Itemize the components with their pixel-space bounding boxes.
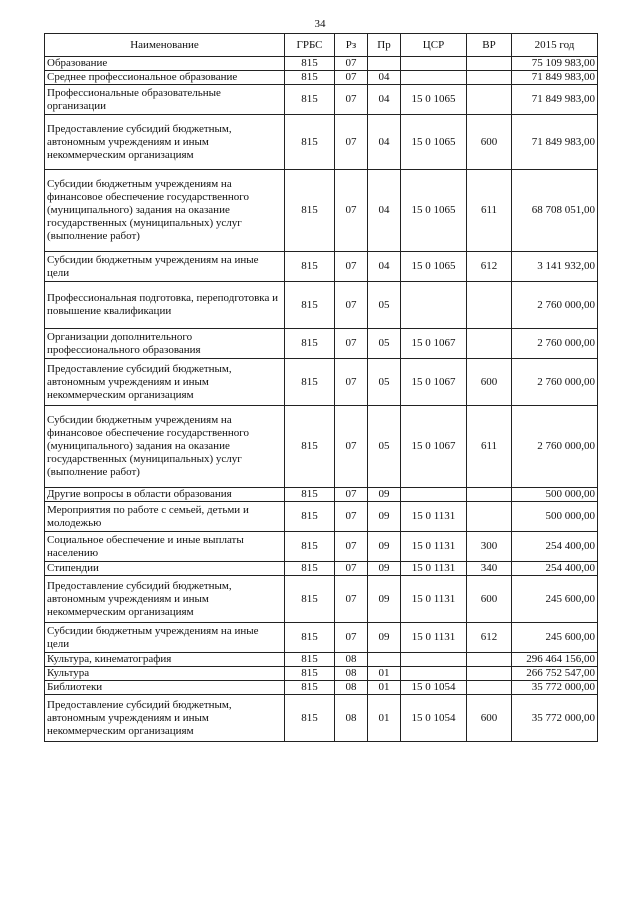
row-amount: 500 000,00 xyxy=(512,502,598,532)
row-pr: 05 xyxy=(368,406,401,488)
row-csr: 15 0 1067 xyxy=(401,329,467,359)
table-row xyxy=(45,623,598,653)
row-pr: 09 xyxy=(368,532,401,562)
row-name: Библиотеки xyxy=(45,681,285,695)
row-grbs: 815 xyxy=(285,359,335,406)
row-vr: 600 xyxy=(467,115,512,170)
row-vr: 340 xyxy=(467,562,512,576)
row-name: Культура xyxy=(45,667,285,681)
row-csr xyxy=(401,71,467,85)
row-vr xyxy=(467,57,512,71)
row-vr xyxy=(467,282,512,329)
column-header-csr: ЦСР xyxy=(401,34,467,57)
row-rz: 08 xyxy=(335,695,368,742)
row-amount: 245 600,00 xyxy=(512,576,598,623)
row-rz: 07 xyxy=(335,562,368,576)
row-vr: 300 xyxy=(467,532,512,562)
row-vr: 611 xyxy=(467,170,512,252)
row-pr: 04 xyxy=(368,85,401,115)
row-pr: 05 xyxy=(368,282,401,329)
table-row xyxy=(45,532,598,562)
row-rz: 08 xyxy=(335,667,368,681)
row-grbs: 815 xyxy=(285,406,335,488)
column-header-name: Наименование xyxy=(45,34,285,57)
row-name: Профессиональная подготовка, переподготовка и повышение квалификации xyxy=(45,282,285,329)
row-pr: 01 xyxy=(368,681,401,695)
row-rz: 07 xyxy=(335,115,368,170)
row-vr: 611 xyxy=(467,406,512,488)
row-csr xyxy=(401,57,467,71)
table-row xyxy=(45,488,598,502)
row-grbs: 815 xyxy=(285,667,335,681)
table-row xyxy=(45,406,598,488)
column-header-pr: Пр xyxy=(368,34,401,57)
row-pr: 04 xyxy=(368,71,401,85)
row-name: Мероприятия по работе с семьей, детьми и молодежью xyxy=(45,502,285,532)
row-pr: 09 xyxy=(368,562,401,576)
row-amount: 245 600,00 xyxy=(512,623,598,653)
row-grbs: 815 xyxy=(285,57,335,71)
row-name: Организации дополнительного профессионального образования xyxy=(45,329,285,359)
table-row xyxy=(45,85,598,115)
row-amount: 2 760 000,00 xyxy=(512,359,598,406)
row-csr xyxy=(401,667,467,681)
row-csr: 15 0 1054 xyxy=(401,681,467,695)
row-name: Предоставление субсидий бюджетным, автономным учреждениям и иным некоммерческим организациям xyxy=(45,695,285,742)
row-pr: 05 xyxy=(368,329,401,359)
table-row xyxy=(45,695,598,742)
row-rz: 07 xyxy=(335,71,368,85)
row-name: Среднее профессиональное образование xyxy=(45,71,285,85)
row-grbs: 815 xyxy=(285,562,335,576)
row-pr: 04 xyxy=(368,252,401,282)
table-row xyxy=(45,57,598,71)
row-pr xyxy=(368,57,401,71)
column-header-vr: ВР xyxy=(467,34,512,57)
row-rz: 07 xyxy=(335,170,368,252)
row-name: Профессиональные образовательные организации xyxy=(45,85,285,115)
row-amount: 71 849 983,00 xyxy=(512,115,598,170)
table-row xyxy=(45,252,598,282)
row-grbs: 815 xyxy=(285,681,335,695)
row-csr: 15 0 1065 xyxy=(401,85,467,115)
row-csr: 15 0 1131 xyxy=(401,576,467,623)
row-csr: 15 0 1067 xyxy=(401,406,467,488)
row-rz: 08 xyxy=(335,681,368,695)
row-vr xyxy=(467,329,512,359)
row-csr xyxy=(401,488,467,502)
row-grbs: 815 xyxy=(285,252,335,282)
row-rz: 07 xyxy=(335,359,368,406)
row-amount: 35 772 000,00 xyxy=(512,681,598,695)
row-grbs: 815 xyxy=(285,71,335,85)
table-row xyxy=(45,502,598,532)
row-rz: 07 xyxy=(335,576,368,623)
row-name: Предоставление субсидий бюджетным, автономным учреждениям и иным некоммерческим организациям xyxy=(45,359,285,406)
row-amount: 2 760 000,00 xyxy=(512,406,598,488)
row-csr: 15 0 1131 xyxy=(401,502,467,532)
row-vr: 600 xyxy=(467,359,512,406)
row-csr: 15 0 1131 xyxy=(401,532,467,562)
row-grbs: 815 xyxy=(285,695,335,742)
row-rz: 07 xyxy=(335,532,368,562)
row-name: Стипендии xyxy=(45,562,285,576)
row-amount: 3 141 932,00 xyxy=(512,252,598,282)
row-grbs: 815 xyxy=(285,85,335,115)
row-amount: 75 109 983,00 xyxy=(512,57,598,71)
row-rz: 07 xyxy=(335,623,368,653)
row-pr: 09 xyxy=(368,502,401,532)
table-row xyxy=(45,170,598,252)
row-grbs: 815 xyxy=(285,653,335,667)
row-amount: 296 464 156,00 xyxy=(512,653,598,667)
row-name: Предоставление субсидий бюджетным, автономным учреждениям и иным некоммерческим организациям xyxy=(45,115,285,170)
row-name: Социальное обеспечение и иные выплаты населению xyxy=(45,532,285,562)
column-header-grbs: ГРБС xyxy=(285,34,335,57)
row-amount: 254 400,00 xyxy=(512,562,598,576)
row-vr xyxy=(467,488,512,502)
row-amount: 500 000,00 xyxy=(512,488,598,502)
row-grbs: 815 xyxy=(285,282,335,329)
row-name: Образование xyxy=(45,57,285,71)
row-rz: 07 xyxy=(335,329,368,359)
row-pr: 04 xyxy=(368,170,401,252)
row-csr: 15 0 1067 xyxy=(401,359,467,406)
row-pr: 01 xyxy=(368,667,401,681)
row-rz: 08 xyxy=(335,653,368,667)
row-pr: 09 xyxy=(368,623,401,653)
row-pr: 09 xyxy=(368,488,401,502)
row-rz: 07 xyxy=(335,85,368,115)
row-vr: 600 xyxy=(467,695,512,742)
row-name: Культура, кинематография xyxy=(45,653,285,667)
row-pr: 09 xyxy=(368,576,401,623)
table-row xyxy=(45,576,598,623)
row-amount: 266 752 547,00 xyxy=(512,667,598,681)
row-amount: 68 708 051,00 xyxy=(512,170,598,252)
column-header-rz: Рз xyxy=(335,34,368,57)
row-rz: 07 xyxy=(335,252,368,282)
row-name: Субсидии бюджетным учреждениям на финансовое обеспечение государственного (муниципального) задания на оказание государственных (муниципальных) услуг (выполнение работ) xyxy=(45,406,285,488)
row-vr xyxy=(467,653,512,667)
row-grbs: 815 xyxy=(285,170,335,252)
row-rz: 07 xyxy=(335,282,368,329)
row-grbs: 815 xyxy=(285,329,335,359)
row-amount: 71 849 983,00 xyxy=(512,85,598,115)
row-csr: 15 0 1054 xyxy=(401,695,467,742)
row-vr: 612 xyxy=(467,252,512,282)
table-row xyxy=(45,562,598,576)
row-pr: 01 xyxy=(368,695,401,742)
row-grbs: 815 xyxy=(285,623,335,653)
row-name: Субсидии бюджетным учреждениям на финансовое обеспечение государственного (муниципального) задания на оказание государственных (муниципальных) услуг (выполнение работ) xyxy=(45,170,285,252)
row-name: Другие вопросы в области образования xyxy=(45,488,285,502)
row-vr xyxy=(467,681,512,695)
table-row xyxy=(45,282,598,329)
row-vr xyxy=(467,85,512,115)
row-vr xyxy=(467,502,512,532)
table-row xyxy=(45,71,598,85)
row-grbs: 815 xyxy=(285,115,335,170)
row-amount: 35 772 000,00 xyxy=(512,695,598,742)
row-amount: 2 760 000,00 xyxy=(512,329,598,359)
row-amount: 254 400,00 xyxy=(512,532,598,562)
row-name: Предоставление субсидий бюджетным, автономным учреждениям и иным некоммерческим организациям xyxy=(45,576,285,623)
row-pr: 05 xyxy=(368,359,401,406)
row-rz: 07 xyxy=(335,57,368,71)
row-amount: 2 760 000,00 xyxy=(512,282,598,329)
row-grbs: 815 xyxy=(285,502,335,532)
row-csr: 15 0 1065 xyxy=(401,115,467,170)
row-vr: 612 xyxy=(467,623,512,653)
row-csr: 15 0 1131 xyxy=(401,562,467,576)
row-pr xyxy=(368,653,401,667)
row-name: Субсидии бюджетным учреждениям на иные цели xyxy=(45,623,285,653)
row-csr: 15 0 1065 xyxy=(401,252,467,282)
row-vr xyxy=(467,667,512,681)
row-csr xyxy=(401,653,467,667)
row-vr: 600 xyxy=(467,576,512,623)
row-vr xyxy=(467,71,512,85)
page-number: 34 xyxy=(314,18,326,30)
row-grbs: 815 xyxy=(285,488,335,502)
row-rz: 07 xyxy=(335,488,368,502)
table-row xyxy=(45,681,598,695)
row-amount: 71 849 983,00 xyxy=(512,71,598,85)
column-header-year: 2015 год xyxy=(512,34,598,57)
row-rz: 07 xyxy=(335,406,368,488)
table-row xyxy=(45,667,598,681)
row-grbs: 815 xyxy=(285,532,335,562)
table-row xyxy=(45,329,598,359)
row-name: Субсидии бюджетным учреждениям на иные цели xyxy=(45,252,285,282)
row-csr: 15 0 1131 xyxy=(401,623,467,653)
row-grbs: 815 xyxy=(285,576,335,623)
budget-table xyxy=(44,33,598,742)
row-csr: 15 0 1065 xyxy=(401,170,467,252)
row-rz: 07 xyxy=(335,502,368,532)
header-row xyxy=(45,34,598,57)
table-row xyxy=(45,359,598,406)
table-row xyxy=(45,653,598,667)
row-csr xyxy=(401,282,467,329)
row-pr: 04 xyxy=(368,115,401,170)
table-row xyxy=(45,115,598,170)
